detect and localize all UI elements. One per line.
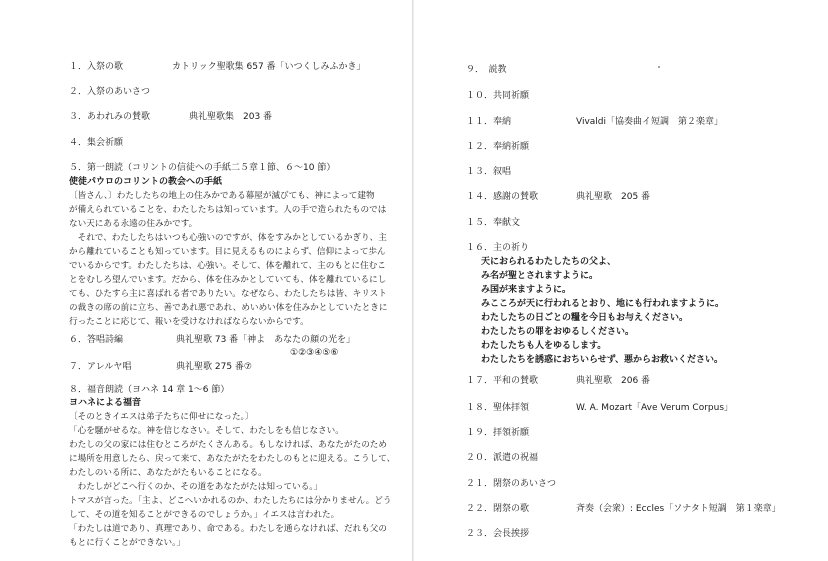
item20-label: ２０．派遣の祝福 <box>466 453 539 463</box>
gospel-line: に場所を用意したら、戻って来て、あなたがたをわたしのもとに迎える。こうして、 <box>69 454 396 464</box>
right-page <box>414 0 828 561</box>
item11-label: １１．奉納 <box>466 117 512 127</box>
lords-prayer-line: み国が来ますように。 <box>481 285 572 295</box>
lords-prayer-line: 天におられるわたしたちの父よ、 <box>481 257 617 267</box>
item7-label: ７．アレルヤ唱 <box>69 362 132 372</box>
gospel-line: 〔そのときイエスは弟子たちに仰せになった。〕 <box>69 412 254 422</box>
speck-mark <box>658 66 660 68</box>
reading1-line: から離れていることも知っています。目に見えるものによらず、信仰によって歩ん <box>69 247 386 257</box>
item3-label: ３．あわれみの賛歌 <box>69 112 151 122</box>
item6-label: ６．答唱詩編 <box>69 335 124 345</box>
gospel-line: トマスが言った。「主よ、どこへいかれるのか、わたしたちには分かりません。どう <box>69 496 392 506</box>
reading1-line: それで、わたしたちはいつも心強いのですが、体をすみかとしているかぎり、主 <box>69 233 387 243</box>
item16-label: １６．主の祈り <box>466 243 530 253</box>
reading1-line: でいるからです。わたしたちは、心強い。そして、体を離れて、主のもとに住むこ <box>69 261 386 271</box>
item2-label: ２．入祭のあいさつ <box>69 87 151 97</box>
item14-label: １４．感謝の賛歌 <box>466 192 539 202</box>
gospel-line: 「心を騒がせるな。神を信じなさい。そして、わたしをも信じなさい。 <box>69 426 344 436</box>
item6-detail: 典礼聖歌 73 番「神よ あなたの顔の光を」 <box>176 335 356 345</box>
item5-subtitle: 使徒パウロのコリントの教会への手紙 <box>69 177 223 187</box>
lords-prayer-line: わたしたちの日ごとの糧を今日もお与えください。 <box>481 313 689 323</box>
lords-prayer-line: み名が聖とされますように。 <box>481 271 599 281</box>
item17-detail: 典礼聖歌 206 番 <box>576 376 651 386</box>
item8-label: ８．福音朗読（ヨハネ 14 章 1～6 節） <box>69 385 230 395</box>
gospel-line: わたしがどこへ行くのか、その道をあなたがたは知っている。」 <box>69 482 323 492</box>
item22-detail: 斉奏（会衆）: Eccles「ソナタト短調 第１楽章」 <box>576 504 781 514</box>
item23-label: ２３．会長挨拶 <box>466 529 530 539</box>
item12-label: １２．奉納祈願 <box>466 142 530 152</box>
reading1-line: が備えられていることを、わたしたちは知っています。人の手で造られたものでは <box>69 205 387 215</box>
gospel-line: わたしの父の家には住むところがたくさんある。もしなければ、あなたがたのため <box>69 440 387 450</box>
lords-prayer-line: わたしたちも人をゆるします。 <box>481 341 607 351</box>
gospel-line: わたしのいる所に、あなたがたもいることになる。 <box>69 468 267 478</box>
item1-label: １．入祭の歌 <box>69 62 124 72</box>
item19-label: １９．拝領祈願 <box>466 428 530 438</box>
gospel-line: 「わたしは道であり、真理であり、命である。わたしを通らなければ、だれも父の <box>69 524 387 534</box>
gospel-line: もとに行くことができない。」 <box>69 538 186 548</box>
item4-label: ４．集会祈願 <box>69 138 124 148</box>
item13-label: １３．叙唱 <box>466 167 512 177</box>
item7-detail: 典礼聖歌 275 番⑦ <box>176 362 252 372</box>
item21-label: ２１．閉祭のあいさつ <box>466 479 557 489</box>
item5-label: ５．第一朗読（コリントの信徒への手紙二５章１節、６～10 節） <box>69 163 336 173</box>
item18-detail: W. A. Mozart「Ave Verum Corpus」 <box>576 403 734 413</box>
item17-label: １７．平和の賛歌 <box>466 376 539 386</box>
lords-prayer-line: わたしたちを誘惑におちいらせず、悪からお救いください。 <box>481 355 724 365</box>
left-page <box>0 0 412 561</box>
item22-label: ２２．閉祭の歌 <box>466 504 530 514</box>
item10-label: １０．共同祈願 <box>466 91 530 101</box>
reading1-line: 〔皆さん、〕わたしたちの地上の住みかである幕屋が滅びても、神によって建物 <box>69 191 375 201</box>
item6-verses: ①②③④⑤⑥ <box>290 348 339 358</box>
lords-prayer-line: みこころが天に行われるとおり、地にも行われますように。 <box>481 299 725 309</box>
reading1-line: とをむしろ望んでいます。だから、体を住みかとしていても、体を離れているにし <box>69 275 387 285</box>
item14-detail: 典礼聖歌 205 番 <box>576 192 651 202</box>
reading1-line: 行ったことに応じて、報いを受けなければならないからです。 <box>69 317 309 327</box>
item8-subtitle: ヨハネによる福音 <box>69 398 142 408</box>
item1-detail: カトリック聖歌集 657 番「いつくしみふかき」 <box>172 62 366 72</box>
reading1-line: の裁きの席の前に立ち、善であれ悪であれ、めいめい体を住みかとしていたときに <box>69 303 388 313</box>
item9-label: ９． 説教 <box>466 65 507 75</box>
item11-detail: Vivaldi「協奏曲イ短調 第２楽章」 <box>576 117 724 127</box>
gospel-line: して、その道を知ることができるのでしょうか。」イエスは言われた。 <box>69 510 340 520</box>
reading1-line: ても、ひたすら主に喜ばれる者でありたい。なぜなら、わたしたちは皆、キリスト <box>69 289 387 299</box>
lords-prayer-line: わたしたちの罪をおゆるしください。 <box>481 327 635 337</box>
item15-label: １５．奉献文 <box>466 218 521 228</box>
reading1-line: ない天にある永遠の住みかです。 <box>69 219 198 229</box>
item3-detail: 典礼聖歌集 203 番 <box>189 112 273 122</box>
item18-label: １８．聖体拝領 <box>466 403 530 413</box>
